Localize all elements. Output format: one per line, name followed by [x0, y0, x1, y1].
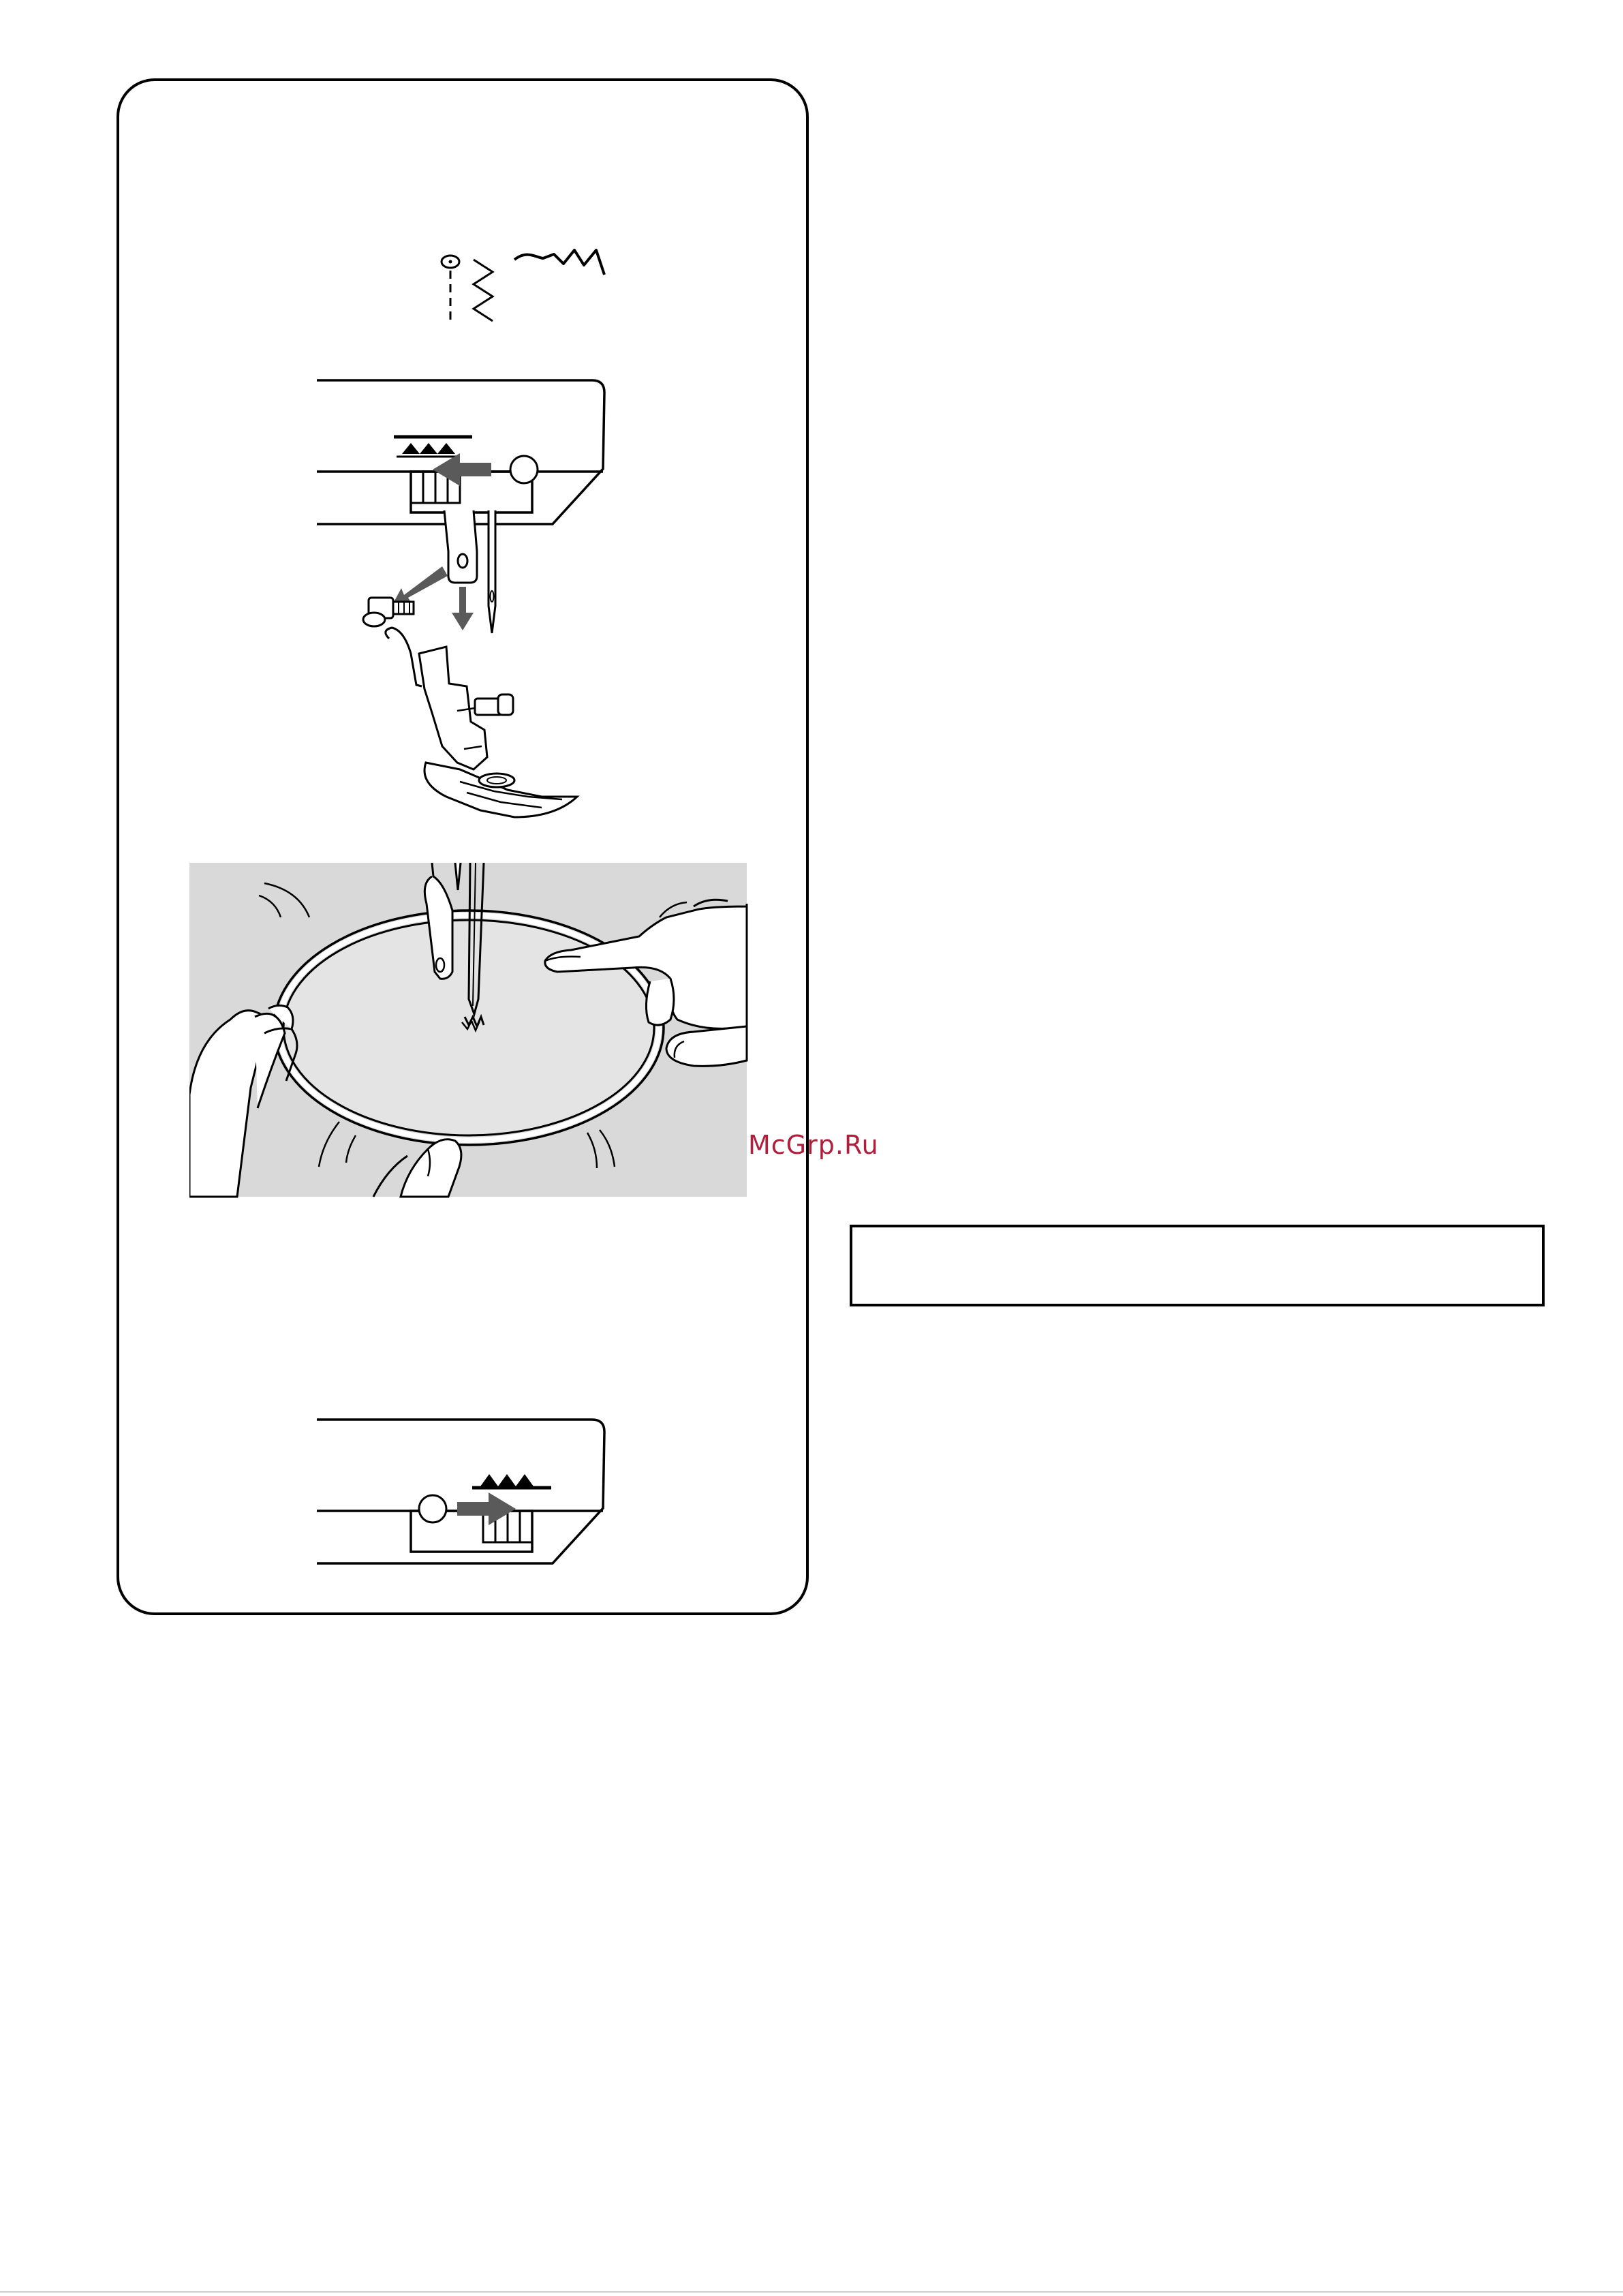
circle-marker-icon — [510, 456, 538, 483]
note-box — [850, 1225, 1545, 1306]
needle-icon — [489, 510, 495, 633]
arrow-left-icon — [433, 453, 491, 486]
foot-removal — [324, 510, 705, 919]
footer-rule — [0, 2291, 1623, 2293]
darning-foot-icon — [386, 628, 577, 817]
screw-icon — [363, 598, 414, 626]
embroidery-hoop — [189, 863, 748, 1198]
circle-marker-icon — [419, 1495, 446, 1522]
lever-direction-right — [405, 1482, 583, 1536]
arrow-down-icon — [452, 587, 474, 630]
free-motion-stitch-icon — [514, 250, 604, 275]
arrow-right-icon — [457, 1493, 516, 1525]
arrow-diagonal-icon — [392, 566, 448, 606]
watermark-text: McGrp.Ru — [748, 1130, 879, 1160]
illustration-panel — [117, 78, 809, 1615]
lever-direction-left — [433, 442, 610, 497]
presser-bar-icon — [444, 510, 477, 583]
